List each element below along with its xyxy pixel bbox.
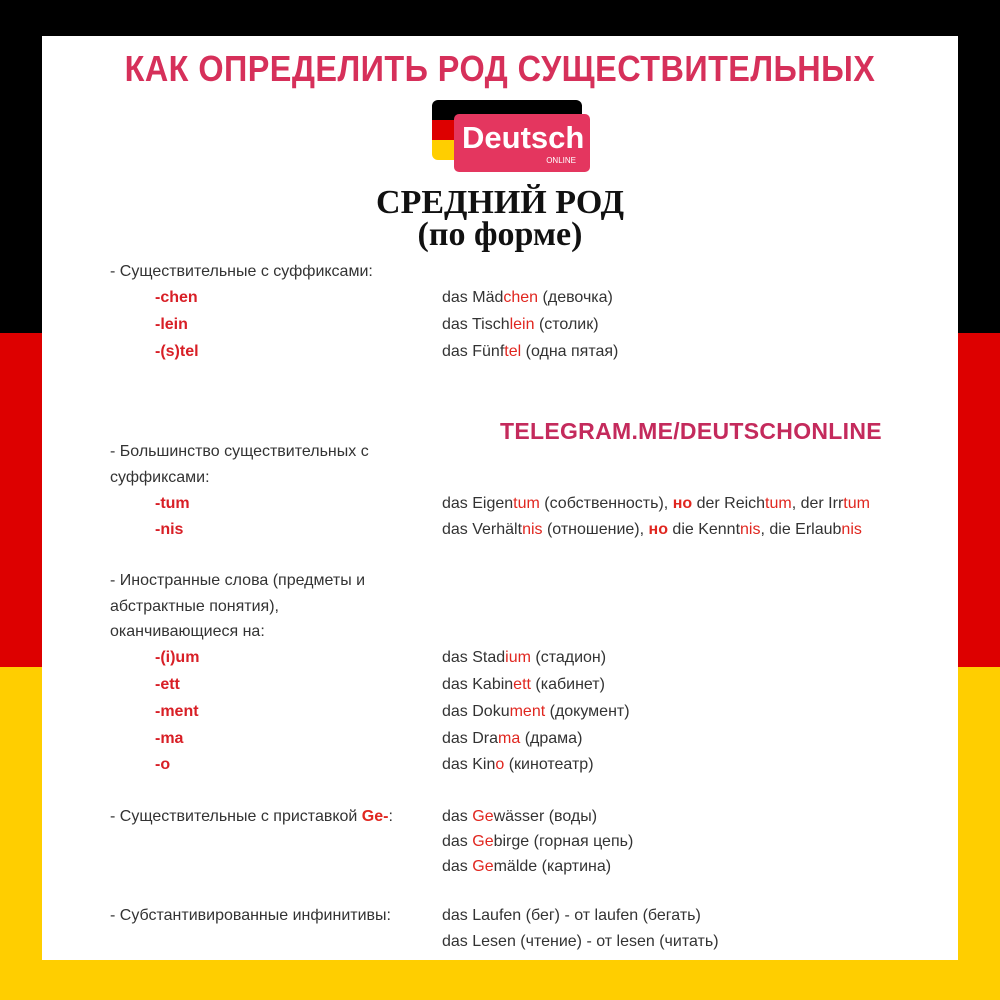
section3-heading-line3: оканчивающиеся на:: [110, 623, 265, 640]
example-tischlein: das Tischlein (столик): [442, 316, 599, 333]
suffix-lein: -lein: [155, 316, 188, 333]
example-maedchen: das Mädchen (девочка): [442, 289, 613, 306]
suffix-tum: -tum: [155, 495, 190, 512]
example-kabinett: das Kabinett (кабинет): [442, 676, 605, 693]
suffix-chen: -chen: [155, 289, 198, 306]
suffix-o: -o: [155, 756, 171, 773]
subtitle-line1: СРЕДНИЙ РОД: [376, 184, 624, 221]
suffix-ma: -ma: [155, 730, 184, 747]
example-laufen: das Laufen (бег) - от laufen (бегать): [442, 907, 701, 924]
example-gebirge: das Gebirge (горная цепь): [442, 833, 634, 850]
deutsch-online-logo: [432, 100, 590, 172]
example-kino: das Kino (кинотеатр): [442, 756, 594, 773]
section3-heading-line1: - Иностранные слова (предметы и: [110, 572, 366, 589]
suffix-nis: -nis: [155, 521, 184, 538]
page-title: КАК ОПРЕДЕЛИТЬ РОД СУЩЕСТВИТЕЛЬНЫХ: [124, 48, 876, 89]
example-stadium: das Stadium (стадион): [442, 649, 607, 666]
suffix-stel: -(s)tel: [155, 343, 199, 360]
section1-heading: - Существительные с суффиксами:: [110, 263, 373, 280]
suffix-ett: -ett: [155, 676, 180, 693]
content-card: [42, 36, 958, 960]
example-drama: das Drama (драма): [442, 730, 583, 747]
example-dokument: das Dokument (документ): [442, 703, 630, 720]
logo-sub: ONLINE: [546, 156, 576, 165]
example-gewaesser: das Gewässer (воды): [442, 808, 598, 825]
example-eigentum: das Eigentum (собственность), но der Reichtum, der Irrtum: [442, 495, 870, 512]
telegram-link[interactable]: TELEGRAM.ME/DEUTSCHONLINE: [500, 418, 882, 444]
logo-word: Deutsch: [462, 120, 585, 155]
section2-heading-line2: суффиксами:: [110, 469, 210, 486]
example-gemaelde: das Gemälde (картина): [442, 858, 612, 875]
section3-heading-line2: абстрактные понятия),: [110, 598, 279, 615]
section2-heading-line1: - Большинство существительных с: [110, 443, 369, 460]
suffix-ium: -(i)um: [155, 649, 200, 666]
section5-heading: - Субстантивированные инфинитивы:: [110, 907, 391, 924]
subtitle-line2: (по форме): [417, 216, 583, 253]
example-verhaeltnis: das Verhältnis (отношение), но die Kenntnis, die Erlaubnis: [442, 521, 862, 538]
example-fuenftel: das Fünftel (одна пятая): [442, 343, 619, 360]
logo-badge: [454, 114, 590, 172]
section4-heading: - Существительные с приставкой Ge-:: [110, 808, 393, 825]
suffix-ment: -ment: [155, 703, 199, 720]
example-lesen: das Lesen (чтение) - от lesen (читать): [442, 933, 719, 950]
